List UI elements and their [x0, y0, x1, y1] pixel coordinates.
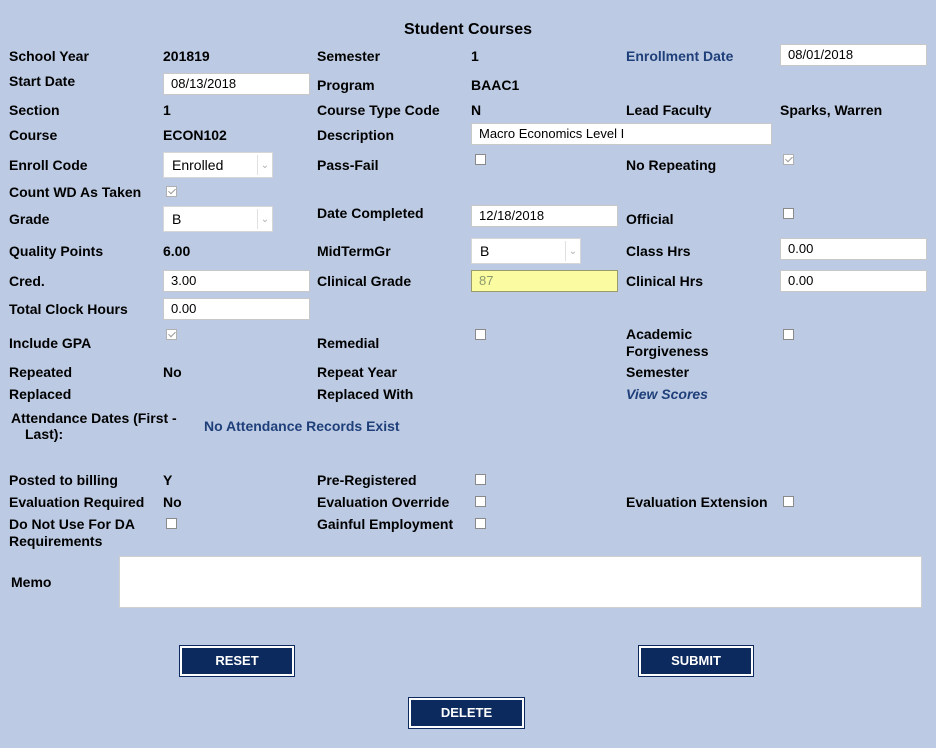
cred-input[interactable]: 3.00 [163, 270, 310, 292]
count-wd-checkbox[interactable] [166, 186, 177, 197]
evaluation-override-checkbox[interactable] [475, 496, 486, 507]
memo-label: Memo [11, 574, 52, 590]
semester-repeat-label: Semester [626, 364, 690, 380]
school-year-value: 201819 [163, 48, 210, 64]
pass-fail-checkbox[interactable] [475, 154, 486, 165]
program-label: Program [317, 77, 375, 93]
replaced-with-label: Replaced With [317, 386, 414, 402]
attendance-status: No Attendance Records Exist [204, 418, 400, 434]
chevron-down-icon: ⌄ [257, 155, 272, 175]
official-label: Official [626, 211, 674, 227]
memo-textarea[interactable] [119, 556, 922, 608]
include-gpa-checkbox[interactable] [166, 329, 177, 340]
academic-forgiveness-label-1: Academic [626, 326, 693, 342]
semester-value: 1 [471, 48, 479, 64]
repeated-label: Repeated [9, 364, 73, 380]
no-repeating-label: No Repeating [626, 157, 717, 173]
academic-forgiveness-label-2: Forgiveness [626, 343, 709, 359]
date-completed-input[interactable]: 12/18/2018 [471, 205, 618, 227]
official-checkbox[interactable] [783, 208, 794, 219]
midterm-gr-value: B [480, 243, 490, 259]
chevron-down-icon: ⌄ [565, 241, 580, 261]
course-type-code-value: N [471, 102, 482, 118]
semester-label: Semester [317, 48, 381, 64]
repeat-year-label: Repeat Year [317, 364, 397, 380]
midterm-gr-select[interactable] [471, 238, 581, 264]
enroll-code-label: Enroll Code [9, 157, 88, 173]
page-title: Student Courses [403, 21, 532, 38]
start-date-input[interactable]: 08/13/2018 [163, 73, 310, 95]
gainful-employment-label: Gainful Employment [317, 516, 454, 532]
do-not-use-label-2: Requirements [9, 533, 103, 549]
view-scores-link[interactable]: View Scores [626, 386, 708, 402]
reset-button[interactable]: RESET [180, 646, 294, 676]
clinical-hrs-label: Clinical Hrs [626, 273, 704, 289]
course-type-code-label: Course Type Code [317, 102, 440, 118]
total-clock-hours-label: Total Clock Hours [9, 301, 128, 317]
evaluation-extension-label: Evaluation Extension [626, 494, 768, 510]
quality-points-label: Quality Points [9, 243, 104, 259]
remedial-label: Remedial [317, 335, 380, 351]
quality-points-value: 6.00 [163, 243, 191, 259]
clinical-hrs-input[interactable]: 0.00 [780, 270, 927, 292]
grade-select[interactable] [163, 206, 273, 232]
clinical-grade-input[interactable]: 87 [471, 270, 618, 292]
start-date-label: Start Date [9, 73, 76, 89]
attendance-label-1: Attendance Dates (First - [11, 410, 177, 426]
midterm-gr-label: MidTermGr [317, 243, 391, 259]
enrollment-date-label: Enrollment Date [626, 48, 734, 64]
lead-faculty-label: Lead Faculty [626, 102, 712, 118]
class-hrs-label: Class Hrs [626, 243, 691, 259]
grade-label: Grade [9, 211, 50, 227]
delete-button[interactable]: DELETE [409, 698, 524, 728]
no-repeating-checkbox[interactable] [783, 154, 794, 165]
submit-button[interactable]: SUBMIT [639, 646, 753, 676]
pre-registered-label: Pre-Registered [317, 472, 417, 488]
description-input[interactable]: Macro Economics Level I [471, 123, 772, 145]
pre-registered-checkbox[interactable] [475, 474, 486, 485]
program-value: BAAC1 [471, 77, 520, 93]
course-label: Course [9, 127, 58, 143]
evaluation-required-value: No [163, 494, 182, 510]
replaced-label: Replaced [9, 386, 72, 402]
enroll-code-select[interactable] [163, 152, 273, 178]
posted-to-billing-value: Y [163, 472, 173, 488]
total-clock-hours-input[interactable]: 0.00 [163, 298, 310, 320]
class-hrs-input[interactable]: 0.00 [780, 238, 927, 260]
clinical-grade-label: Clinical Grade [317, 273, 412, 289]
evaluation-required-label: Evaluation Required [9, 494, 145, 510]
section-label: Section [9, 102, 60, 118]
description-label: Description [317, 127, 395, 143]
count-wd-label: Count WD As Taken [9, 184, 142, 200]
posted-to-billing-label: Posted to billing [9, 472, 118, 488]
lead-faculty-value: Sparks, Warren [780, 102, 883, 118]
do-not-use-checkbox[interactable] [166, 518, 177, 529]
include-gpa-label: Include GPA [9, 335, 92, 351]
section-value: 1 [163, 102, 171, 118]
enroll-code-value: Enrolled [172, 157, 224, 173]
chevron-down-icon: ⌄ [257, 209, 272, 229]
pass-fail-label: Pass-Fail [317, 157, 379, 173]
do-not-use-label-1: Do Not Use For DA [9, 516, 135, 532]
school-year-label: School Year [9, 48, 89, 64]
evaluation-extension-checkbox[interactable] [783, 496, 794, 507]
date-completed-label: Date Completed [317, 205, 424, 221]
cred-label: Cred. [9, 273, 45, 289]
remedial-checkbox[interactable] [475, 329, 486, 340]
repeated-value: No [163, 364, 182, 380]
course-value: ECON102 [163, 127, 227, 143]
academic-forgiveness-checkbox[interactable] [783, 329, 794, 340]
gainful-employment-checkbox[interactable] [475, 518, 486, 529]
evaluation-override-label: Evaluation Override [317, 494, 450, 510]
grade-value: B [172, 211, 182, 227]
attendance-label-2: Last): [25, 426, 64, 442]
enrollment-date-input[interactable]: 08/01/2018 [780, 44, 927, 66]
